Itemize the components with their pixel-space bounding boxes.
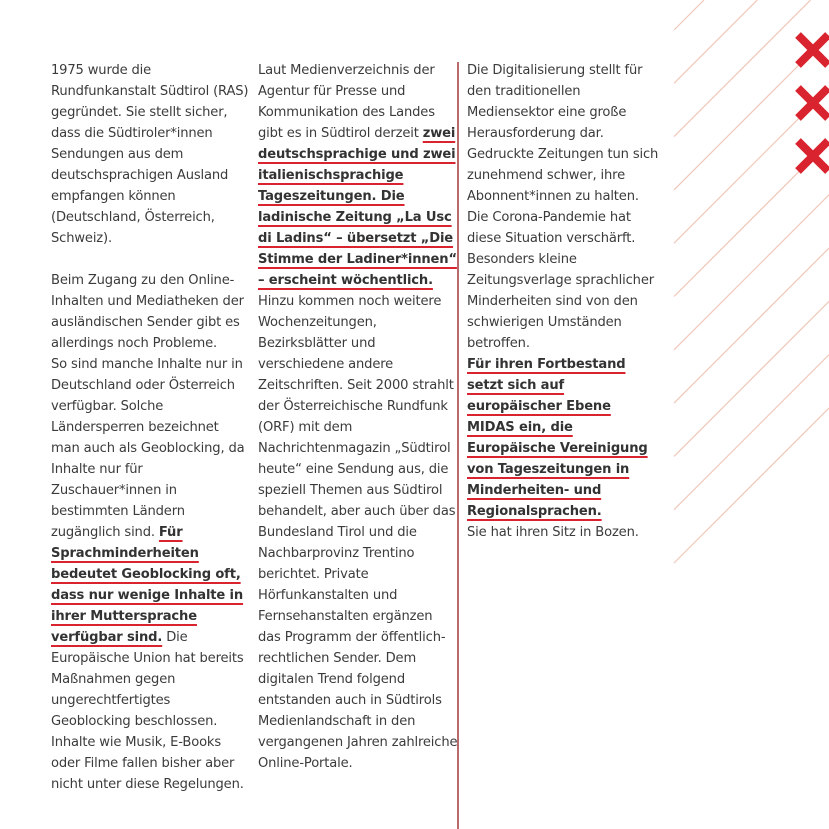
highlighted-text: Für Sprachminderheiten bedeutet Geoblocking oft, dass nur wenige Inhalte in ihrer Muttersprache verfügbar sind. [51,525,244,645]
diagonal-stripe [674,248,829,403]
text-column-2 [258,60,458,774]
paragraph [467,60,662,354]
diagonal-stripe [674,0,757,83]
diagonal-stripe [674,35,829,190]
paragraph [467,354,662,522]
diagonal-stripe [674,0,704,30]
x-mark-icon [798,35,828,65]
x-mark-icon [798,88,828,118]
diagonal-stripe [674,355,829,510]
diagonal-stripe [674,195,829,350]
text-span: Die Europäische Union hat bereits Maßnahmen gegen ungerechtfertigtes Geoblocking beschlossen. Inhalte wie Musik, E-Books oder Filme fallen bisher aber nicht unter diese Regelungen. [51,630,244,792]
diagonal-stripe [674,0,811,137]
text-span: Beim Zugang zu den Online-Inhalten und Mediatheken der ausländischen Sender gibt es allerdings noch Probleme. [51,273,244,351]
text-span: 1975 wurde die Rundfunkanstalt Südtirol (RAS) gegründet. Sie stellt sicher, dass die Südtiroler*innen Sendungen aus dem deutschsprachigen Ausland empfangen können (Deutschland, Österreich, Schweiz). [51,63,249,246]
x-mark-icon [798,141,828,171]
highlighted-text: Für ihren Fortbestand setzt sich auf europäischer Ebene MIDAS ein, die Europäische Vereinigung von Tageszeitungen in Minderheiten- und Regionalsprachen. [467,357,648,519]
diagonal-stripe [674,408,829,563]
paragraph [467,522,662,543]
paragraph [51,60,251,249]
text-span: Sie hat ihren Sitz in Bozen. [467,525,639,540]
diagonal-stripe [674,142,829,297]
highlighted-text: zwei deutschsprachige und zwei italienischsprachige Tageszeitungen. Die ladinische Zeitung „La Usc di Ladins“ – übersetzt „Die Stimme der Ladiner*innen“ – erscheint wöchentlich. [258,126,457,288]
diagonal-stripe [674,301,829,456]
paragraph [258,60,458,774]
column-divider [457,62,459,829]
paragraph [51,354,251,795]
text-span: Laut Medienverzeichnis der Agentur für Presse und Kommunikation des Landes gibt es in Südtirol derzeit [258,63,435,141]
text-span: So sind manche Inhalte nur in Deutschland oder Österreich verfügbar. Solche Ländersperren bezeichnet man auch als Geoblocking, da Inhalte nur für Zuschauer*innen in bestimmten Ländern zugänglich sind. [51,357,245,540]
text-span: Hinzu kommen noch weitere Wochenzeitungen, Bezirksblätter und verschiedene andere Zeitschriften. Seit 2000 strahlt der Österreichische Rundfunk (ORF) mit dem Nachrichtenmagazin „Südtirol heute“ eine Sendung aus, die speziell Themen aus Südtirol behandelt, aber auch über das Bundesland Tirol und die Nachbarprovinz Trentino berichtet. Private Hörfunkanstalten und Fernsehanstalten ergänzen das Programm der öffentlich-rechtlichen Sender. Dem digitalen Trend folgend entstanden auch in Südtirols Medienlandschaft in den vergangenen Jahren zahlreiche Online-Portale. [258,294,458,771]
text-column-1 [51,60,251,795]
text-span: Die Digitalisierung stellt für den traditionellen Mediensektor eine große Herausforderung dar. Gedruckte Zeitungen tun sich zunehmend schwer, ihre Abonnent*innen zu halten. Die Corona-Pandemie hat diese Situation verschärft. Besonders kleine Zeitungsverlage sprachlicher Minderheiten sind von den schwierigen Umständen betroffen. [467,63,659,351]
text-column-3 [467,60,662,543]
diagonal-stripe [674,88,829,243]
paragraph [51,270,251,354]
